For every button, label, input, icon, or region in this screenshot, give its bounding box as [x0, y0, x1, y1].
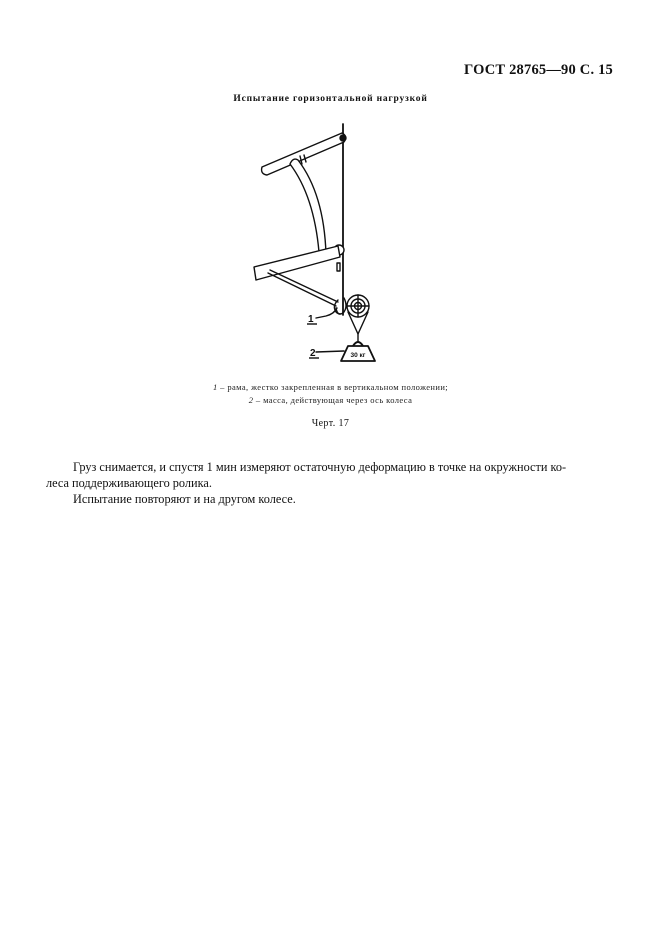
figure-title: Испытание горизонтальной нагрузкой: [233, 94, 428, 104]
legend-item-2: 2 – масса, действующая через ось колеса: [248, 395, 413, 405]
figure-drawing: [240, 120, 400, 370]
legend-item-1: 1 – рама, жестко закрепленная в вертикальном положении;: [212, 382, 449, 392]
figure-caption: Черт. 17: [311, 418, 350, 429]
figure-legend: [0, 381, 661, 407]
paragraph-1-continuation: леса поддерживающего ролика.: [46, 476, 212, 490]
callout-1-label: 1: [308, 314, 314, 325]
wheelchair-frame-test-diagram: [240, 120, 400, 370]
page-header-standard: ГОСТ 28765—90 С. 15: [464, 62, 613, 78]
weight-label: 30 кг: [350, 352, 366, 359]
body-text: [46, 459, 616, 507]
callout-2-label: 2: [310, 348, 316, 359]
paragraph-2: Испытание повторяют и на другом колесе.: [73, 492, 296, 506]
paragraph-1: Груз снимается, и спустя 1 мин измеряют остаточную деформацию в точке на окружности ко-: [73, 460, 567, 474]
